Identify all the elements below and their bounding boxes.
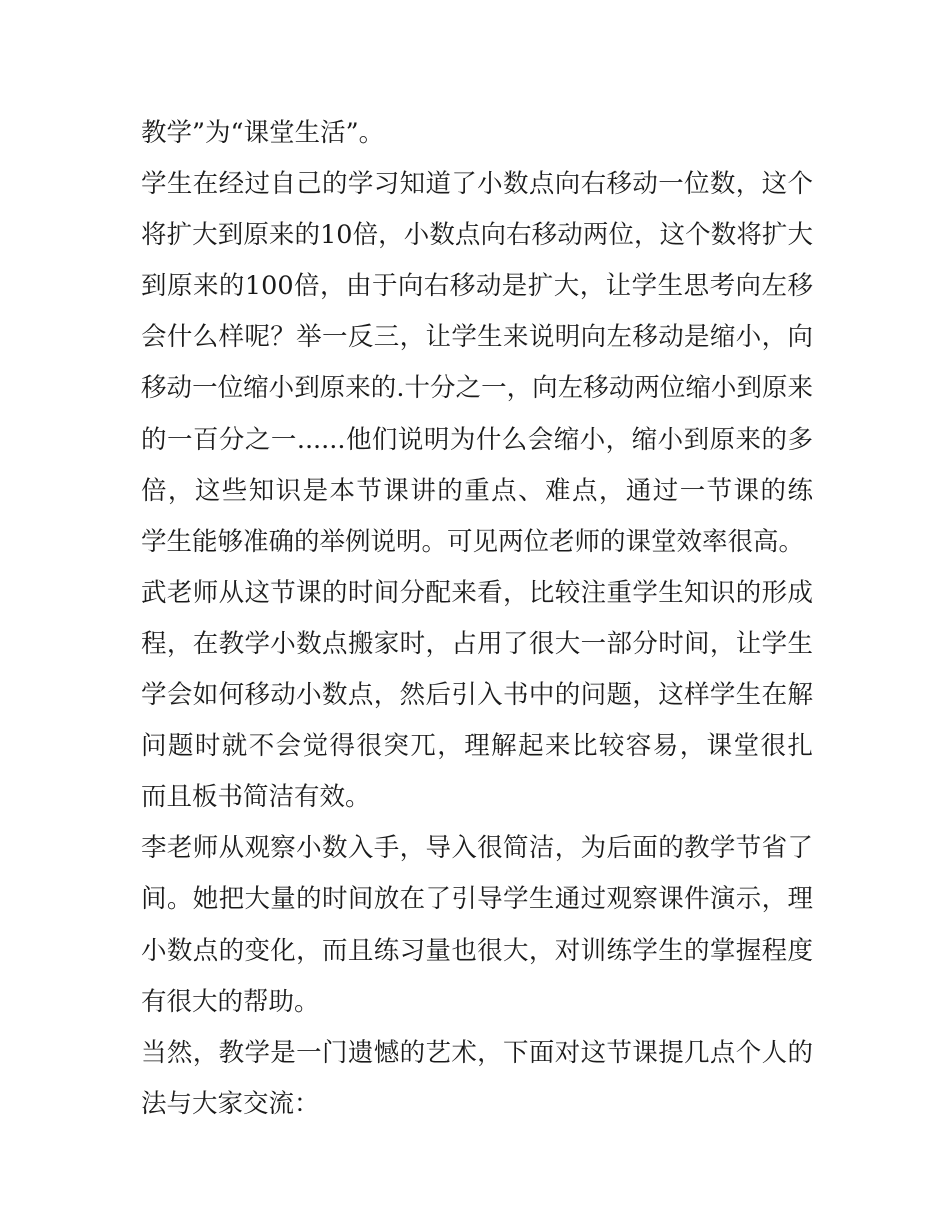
text-line: 教学”为“课堂生活”。 xyxy=(141,118,385,148)
text-line: 学生在经过自己的学习知道了小数点向右移动一位数，这个 xyxy=(141,169,813,200)
text-line: 李老师从观察小数入手，导入很简洁，为后面的教学节省了 xyxy=(141,833,813,864)
text-line: 学会如何移动小数点，然后引入书中的问题，这样学生在解 xyxy=(141,680,813,711)
text-line: 武老师从这节课的时间分配来看，比较注重学生知识的形成 xyxy=(141,577,813,608)
text-line: 学生能够准确的举例说明。可见两位老师的课堂效率很高。 xyxy=(141,526,805,557)
text-line: 移动一位缩小到原来的.十分之一，向左移动两位缩小到原来 xyxy=(141,373,813,404)
text-line: 会什么样呢？举一反三，让学生来说明向左移动是缩小，向 xyxy=(141,322,813,353)
text-line: 当然，教学是一门遗憾的艺术，下面对这节课提几点个人的 xyxy=(141,1037,813,1068)
text-line: 将扩大到原来的10倍，小数点向右移动两位，这个数将扩大 xyxy=(141,220,813,251)
text-line: 有很大的帮助。 xyxy=(141,986,320,1017)
text-line: 问题时就不会觉得很突兀，理解起来比较容易，课堂很扎 xyxy=(141,731,813,762)
text-line: 小数点的变化，而且练习量也很大，对训练学生的掌握程度 xyxy=(141,935,813,966)
text-line: 程，在教学小数点搬家时，占用了很大一部分时间，让学生 xyxy=(141,628,813,659)
document-body xyxy=(141,108,813,1130)
text-line: 法与大家交流： xyxy=(141,1088,320,1119)
text-line: 而且板书简洁有效。 xyxy=(141,782,371,813)
text-line: 的一百分之一......他们说明为什么会缩小，缩小到原来的多 xyxy=(141,424,813,455)
text-line: 间。她把大量的时间放在了引导学生通过观察课件演示，理 xyxy=(141,884,813,915)
text-line: 到原来的100倍，由于向右移动是扩大，让学生思考向左移 xyxy=(141,271,813,302)
text-line: 倍，这些知识是本节课讲的重点、难点，通过一节课的练 xyxy=(141,475,813,506)
